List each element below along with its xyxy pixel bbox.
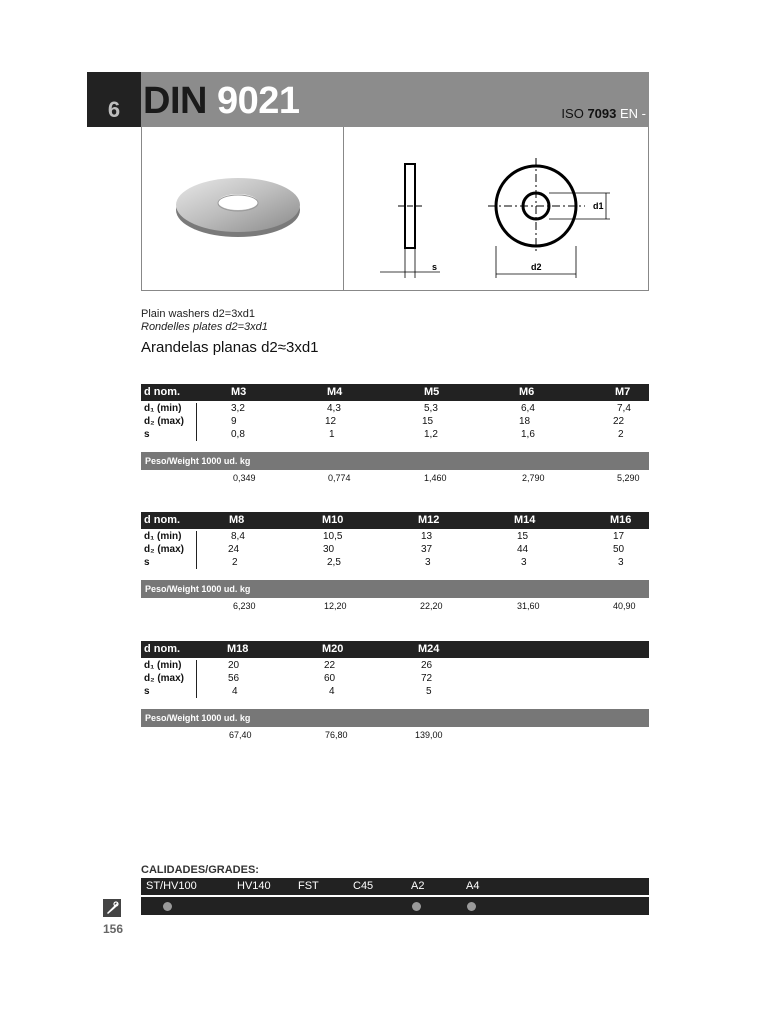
label-d2: d2 [531, 262, 542, 272]
grade-label: C45 [353, 880, 374, 892]
row-label-d2: d₂ (max) [144, 544, 185, 555]
cell-d1: 26 [421, 660, 433, 671]
cell-d1: 22 [324, 660, 336, 671]
cell-weight: 22,20 [420, 601, 443, 611]
size-label: M3 [231, 386, 247, 398]
cell-d1: 7,4 [617, 403, 631, 414]
row-label-d2: d₂ (max) [144, 416, 185, 427]
cell-s: 3 [618, 557, 624, 568]
size-label: M10 [322, 514, 344, 526]
size-label: M18 [227, 643, 249, 655]
cell-weight: 6,230 [233, 601, 256, 611]
row-label-d1: d₁ (min) [144, 660, 182, 671]
cell-weight: 1,460 [424, 473, 447, 483]
title-prefix: DIN [143, 80, 207, 122]
cell-d1: 3,2 [231, 403, 245, 414]
cell-weight: 40,90 [613, 601, 636, 611]
cell-weight: 67,40 [229, 730, 252, 740]
row-label-d1: d₁ (min) [144, 531, 182, 542]
cell-s: 4 [329, 686, 335, 697]
size-label: M5 [424, 386, 440, 398]
page-number: 156 [103, 922, 124, 936]
technical-drawing [360, 150, 620, 285]
table-rows [141, 401, 649, 443]
size-label: M12 [418, 514, 440, 526]
cell-s: 3 [425, 557, 431, 568]
header-d-nom: d nom. [144, 386, 181, 398]
grades-availability [141, 897, 649, 915]
iso-number: 7093 [587, 106, 617, 121]
title-number: 9021 [217, 80, 300, 122]
grades-bar [141, 878, 649, 895]
grade-dot [412, 902, 421, 911]
cell-weight: 139,00 [415, 730, 443, 740]
cell-s: 5 [426, 686, 432, 697]
weight-bar: Peso/Weight 1000 ud. kg [141, 580, 649, 598]
cell-d2: 30 [323, 544, 335, 555]
cell-weight: 0,349 [233, 473, 256, 483]
table-rows [141, 658, 649, 700]
cell-d1: 20 [228, 660, 240, 671]
size-label: M8 [229, 514, 245, 526]
row-label-d1: d₁ (min) [144, 403, 182, 414]
en-label: EN - [620, 106, 646, 121]
tool-icon [103, 899, 121, 917]
row-label-s: s [144, 557, 150, 568]
cell-d2: 15 [422, 416, 434, 427]
cell-d1: 15 [517, 531, 529, 542]
size-label: M6 [519, 386, 535, 398]
size-label: M16 [610, 514, 632, 526]
grades-title: CALIDADES/GRADES: [141, 864, 259, 876]
grade-label: A2 [411, 880, 425, 892]
cell-d2: 50 [613, 544, 625, 555]
table-header [141, 512, 649, 529]
cell-d2: 12 [325, 416, 337, 427]
title-french: Rondelles plates d2=3xd1 [141, 321, 268, 333]
cell-s: 4 [232, 686, 238, 697]
cell-s: 1,6 [521, 429, 535, 440]
label-d1: d1 [593, 201, 604, 211]
header-d-nom: d nom. [144, 643, 181, 655]
cell-d2: 9 [231, 416, 237, 427]
cell-d2: 24 [228, 544, 240, 555]
header-d-nom: d nom. [144, 514, 181, 526]
cell-weight: 5,290 [617, 473, 640, 483]
row-label-s: s [144, 686, 150, 697]
cell-s: 1 [329, 429, 335, 440]
dimension-table-1 [141, 384, 649, 486]
image-divider [343, 127, 344, 291]
size-label: M24 [418, 643, 440, 655]
cell-weight: 12,20 [324, 601, 347, 611]
cell-weight: 2,790 [522, 473, 545, 483]
cell-s: 0,8 [231, 429, 245, 440]
cell-s: 2 [232, 557, 238, 568]
cell-d1: 6,4 [521, 403, 535, 414]
table-header [141, 384, 649, 401]
cell-s: 2 [618, 429, 624, 440]
grade-label: A4 [466, 880, 480, 892]
cell-d1: 17 [613, 531, 625, 542]
dimension-table-2 [141, 512, 649, 614]
cell-d1: 10,5 [323, 531, 343, 542]
iso-reference [561, 106, 646, 121]
size-label: M20 [322, 643, 344, 655]
weight-row [141, 470, 649, 486]
cell-d2: 44 [517, 544, 529, 555]
weight-row [141, 727, 649, 743]
weight-bar: Peso/Weight 1000 ud. kg [141, 709, 649, 727]
label-s: s [432, 262, 438, 272]
cell-d2: 56 [228, 673, 240, 684]
chapter-number: 6 [87, 72, 141, 127]
size-label: M14 [514, 514, 536, 526]
table-rows [141, 529, 649, 571]
grade-dot [467, 902, 476, 911]
cell-weight: 0,774 [328, 473, 351, 483]
washer-photo [170, 168, 310, 248]
cell-weight: 31,60 [517, 601, 540, 611]
size-label: M4 [327, 386, 343, 398]
cell-s: 2,5 [327, 557, 341, 568]
cell-d2: 18 [519, 416, 531, 427]
weight-bar: Peso/Weight 1000 ud. kg [141, 452, 649, 470]
weight-row [141, 598, 649, 614]
grade-label: FST [298, 880, 319, 892]
cell-d2: 72 [421, 673, 433, 684]
title-english: Plain washers d2=3xd1 [141, 308, 256, 320]
cell-d2: 60 [324, 673, 336, 684]
cell-d1: 4,3 [327, 403, 341, 414]
cell-s: 3 [521, 557, 527, 568]
iso-prefix: ISO [561, 106, 584, 121]
cell-d2: 22 [613, 416, 625, 427]
cell-weight: 76,80 [325, 730, 348, 740]
table-header [141, 641, 649, 658]
cell-d1: 8,4 [231, 531, 245, 542]
cell-d1: 13 [421, 531, 433, 542]
cell-d1: 5,3 [424, 403, 438, 414]
title-spanish: Arandelas planas d2≈3xd1 [141, 339, 319, 356]
grade-label: HV140 [237, 880, 271, 892]
dimension-table-3 [141, 641, 649, 743]
grade-label: ST/HV100 [146, 880, 197, 892]
size-label: M7 [615, 386, 631, 398]
row-label-d2: d₂ (max) [144, 673, 185, 684]
grade-dot [163, 902, 172, 911]
row-label-s: s [144, 429, 150, 440]
standard-title [143, 80, 300, 123]
cell-d2: 37 [421, 544, 433, 555]
cell-s: 1,2 [424, 429, 438, 440]
